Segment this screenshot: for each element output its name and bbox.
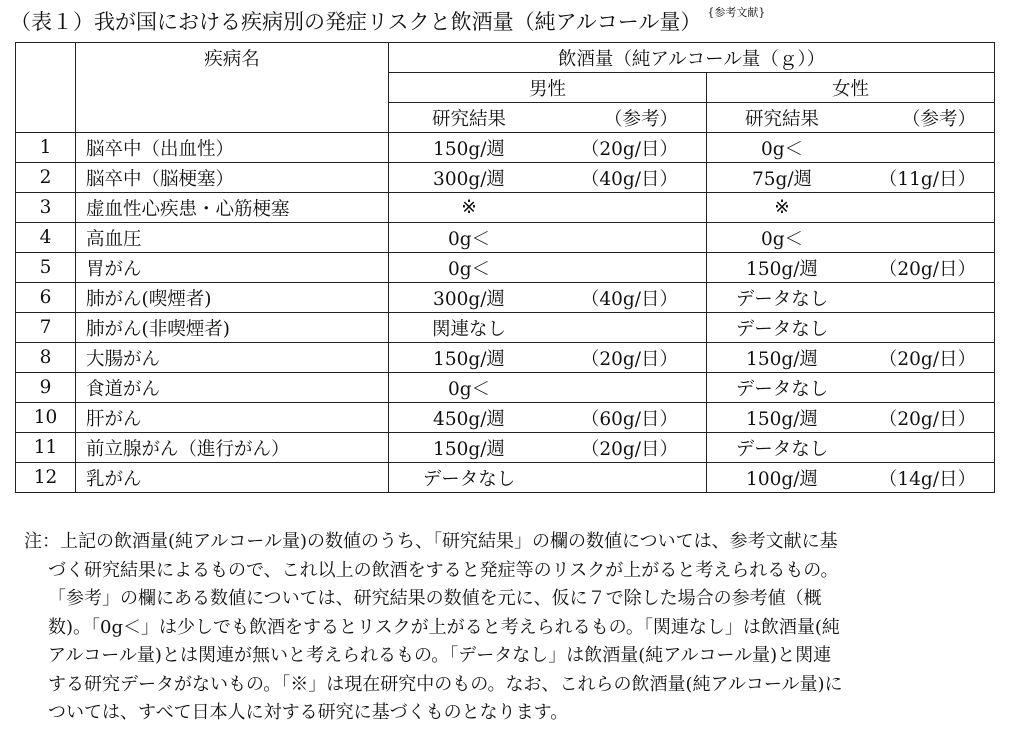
table-row	[16, 283, 995, 313]
row-disease: 脳卒中（脳梗塞）	[76, 163, 389, 193]
row-number: 4	[16, 223, 76, 253]
female-ref-value: （11g/日）	[878, 168, 976, 190]
row-male	[389, 133, 707, 163]
male-study-value: 150g/週	[433, 138, 505, 160]
row-male	[389, 463, 707, 493]
row-disease: 胃がん	[76, 253, 389, 283]
row-male	[389, 433, 707, 463]
footnote-line: する研究データがないもの。「※」は現在研究中のもの。なお、これらの飲酒量(純アルコール量)に	[48, 673, 843, 695]
footnote-line: ついては、すべて日本人に対する研究に基づくものとなります。	[48, 702, 569, 723]
female-study-value: データなし	[735, 378, 829, 400]
female-study-value: ※	[774, 197, 790, 218]
row-number: 2	[16, 163, 76, 193]
table-row	[16, 403, 995, 433]
header-female-sub	[707, 103, 995, 133]
male-study-value: データなし	[422, 468, 516, 490]
male-study-value: 関連なし	[431, 318, 506, 340]
row-number: 7	[16, 313, 76, 343]
header-female-ref: （参考）	[901, 108, 976, 130]
header-male-sub	[389, 103, 707, 133]
row-disease: 肺がん(喫煙者)	[76, 283, 389, 313]
row-number: 12	[16, 463, 76, 493]
row-male	[389, 163, 707, 193]
risk-table	[15, 42, 995, 493]
title-reference: {参考文献}	[707, 6, 766, 19]
footnote-line: 数)。「0g＜」は少しでも飲酒をするとリスクが上がると考えられるもの。「関連なし」は飲酒量(純	[48, 616, 840, 638]
male-study-value: 150g/週	[433, 348, 505, 370]
table-row	[16, 343, 995, 373]
female-ref-value: （20g/日）	[878, 258, 976, 280]
table-row	[16, 163, 995, 193]
female-ref-value: （20g/日）	[878, 408, 976, 430]
row-number: 10	[16, 403, 76, 433]
header-disease: 疾病名	[76, 43, 389, 133]
female-study-value: データなし	[735, 438, 829, 460]
row-female	[707, 223, 995, 253]
table-row	[16, 193, 995, 223]
header-number-cell	[16, 43, 76, 133]
female-ref-value: （14g/日）	[878, 468, 976, 490]
row-female	[707, 403, 995, 433]
row-number: 9	[16, 373, 76, 403]
header-male: 男性	[389, 73, 707, 103]
female-study-value: データなし	[735, 288, 829, 310]
male-study-value: 300g/週	[433, 288, 505, 310]
female-study-value: 0g＜	[760, 228, 804, 250]
header-male-ref: （参考）	[603, 108, 678, 130]
row-disease: 肺がん(非喫煙者)	[76, 313, 389, 343]
row-male	[389, 283, 707, 313]
footnote-line: づく研究結果によるもので、これ以上の飲酒をすると発症等のリスクが上がると考えられるもの。	[48, 559, 839, 581]
male-study-value: 450g/週	[433, 408, 505, 430]
row-female	[707, 463, 995, 493]
row-male	[389, 403, 707, 433]
row-female	[707, 433, 995, 463]
row-disease: 脳卒中（出血性）	[76, 133, 389, 163]
row-female	[707, 133, 995, 163]
row-male	[389, 373, 707, 403]
row-disease: 大腸がん	[76, 343, 389, 373]
row-female	[707, 163, 995, 193]
male-study-value: ※	[461, 197, 477, 218]
male-ref-value: （20g/日）	[580, 138, 678, 160]
row-male	[389, 313, 707, 343]
row-number: 6	[16, 283, 76, 313]
table-row	[16, 373, 995, 403]
table-row	[16, 463, 995, 493]
row-male	[389, 343, 707, 373]
table-row	[16, 253, 995, 283]
male-study-value: 0g＜	[447, 378, 491, 400]
female-study-value: データなし	[735, 318, 829, 340]
row-male	[389, 253, 707, 283]
male-ref-value: （60g/日）	[580, 408, 678, 430]
footnote-line: アルコール量)とは関連が無いと考えられるもの。「データなし」は飲酒量(純アルコール量)と関連	[48, 645, 832, 666]
male-study-value: 0g＜	[447, 228, 491, 250]
footnote	[24, 528, 999, 728]
row-female	[707, 253, 995, 283]
table-row	[16, 313, 995, 343]
header-female-study: 研究結果	[744, 108, 819, 130]
female-study-value: 0g＜	[760, 138, 804, 160]
row-number: 1	[16, 133, 76, 163]
row-number: 3	[16, 193, 76, 223]
female-ref-value: （20g/日）	[878, 348, 976, 370]
male-ref-value: （40g/日）	[580, 288, 678, 310]
female-study-value: 150g/週	[746, 408, 818, 430]
header-amount: 飲酒量（純アルコール量（ｇ））	[389, 43, 995, 73]
table-row	[16, 133, 995, 163]
female-study-value: 150g/週	[746, 348, 818, 370]
row-disease: 食道がん	[76, 373, 389, 403]
row-female	[707, 343, 995, 373]
male-ref-value: （20g/日）	[580, 348, 678, 370]
row-disease: 肝がん	[76, 403, 389, 433]
row-disease: 乳がん	[76, 463, 389, 493]
row-female	[707, 313, 995, 343]
row-female	[707, 373, 995, 403]
row-female	[707, 283, 995, 313]
male-study-value: 0g＜	[447, 258, 491, 280]
row-male	[389, 223, 707, 253]
footnote-line: 「参考」の欄にある数値については、研究結果の数値を元に、仮に７で除した場合の参考値（概	[48, 588, 822, 609]
row-disease: 前立腺がん（進行がん）	[76, 433, 389, 463]
table-row	[16, 223, 995, 253]
row-disease: 高血圧	[76, 223, 389, 253]
row-male	[389, 193, 707, 223]
header-female: 女性	[707, 73, 995, 103]
footnote-line: 注：上記の飲酒量(純アルコール量)の数値のうち、「研究結果」の欄の数値については、参考文献に基	[24, 531, 838, 552]
female-study-value: 100g/週	[746, 468, 818, 490]
row-female	[707, 193, 995, 223]
female-study-value: 75g/週	[751, 168, 813, 190]
row-number: 8	[16, 343, 76, 373]
female-study-value: 150g/週	[746, 258, 818, 280]
male-study-value: 300g/週	[433, 168, 505, 190]
male-study-value: 150g/週	[433, 438, 505, 460]
table-title	[10, 6, 765, 36]
male-ref-value: （20g/日）	[580, 438, 678, 460]
row-number: 5	[16, 253, 76, 283]
row-disease: 虚血性心疾患・心筋梗塞	[76, 193, 389, 223]
title-text: （表１）我が国における疾病別の発症リスクと飲酒量（純アルコール量）	[10, 10, 702, 34]
table-row	[16, 433, 995, 463]
male-ref-value: （40g/日）	[580, 168, 678, 190]
row-number: 11	[16, 433, 76, 463]
header-row-1	[16, 43, 995, 73]
header-male-study: 研究結果	[431, 108, 506, 130]
